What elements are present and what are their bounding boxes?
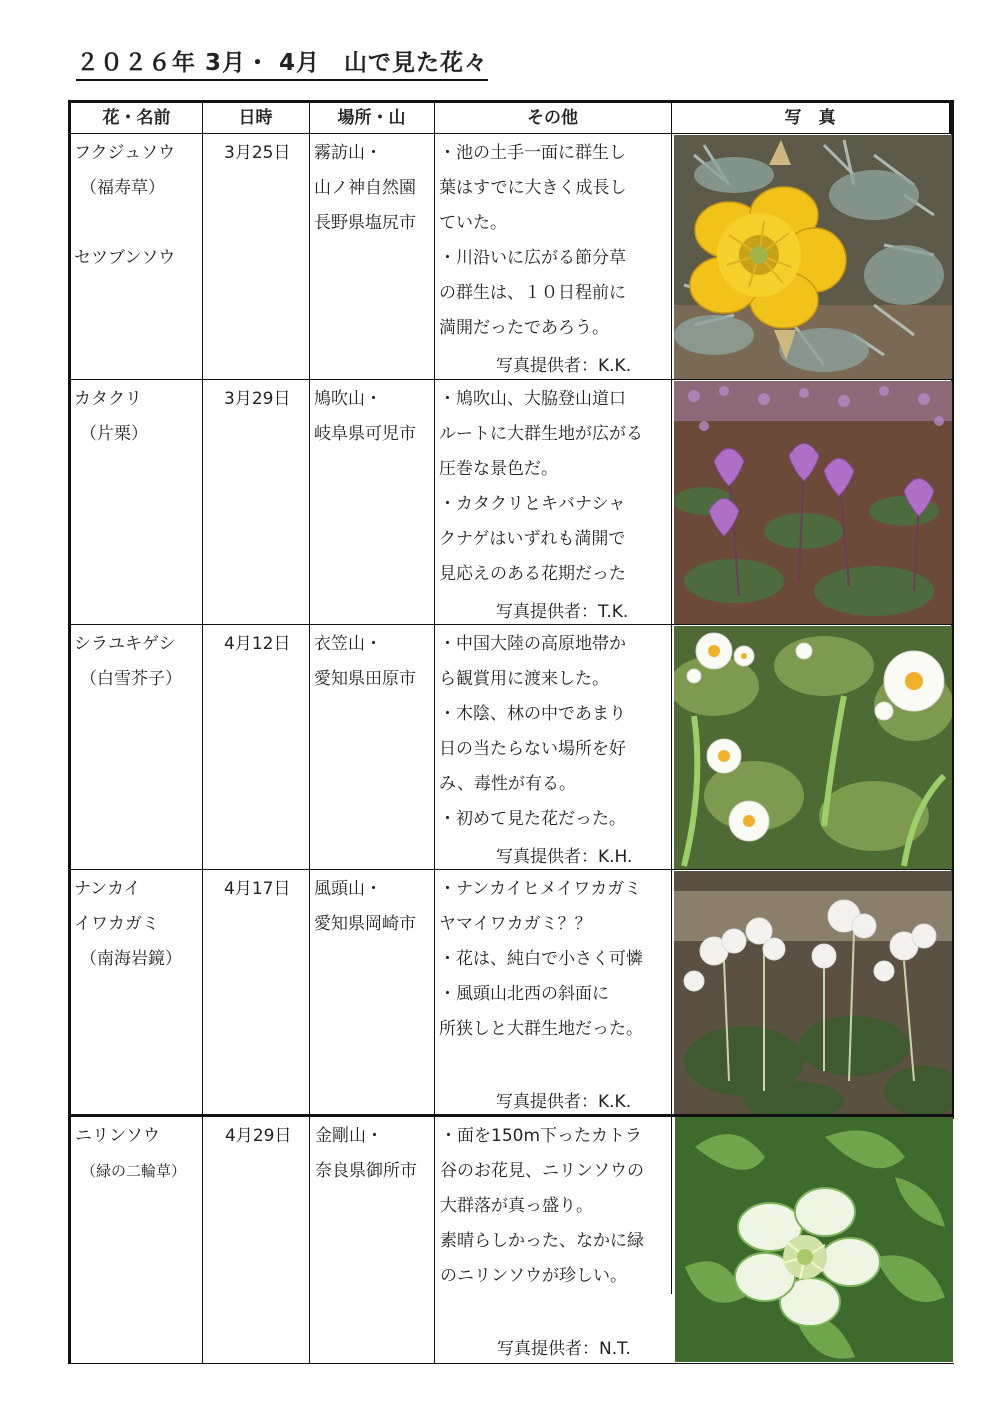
- notes-cell: ・中国大陸の高原地帯か ら観賞用に渡来した。 ・木陰、林の中であまり 日の当たらない場所を好 み、毒性が有る。 ・初めて見た花だった。: [439, 634, 626, 829]
- photo-credit: 写真提供者：T.K.: [496, 602, 629, 622]
- date-cell: 3月29日: [224, 389, 291, 409]
- flower-table: [68, 100, 954, 1364]
- notes-cell: ・池の土手一面に群生し 葉はすでに大きく成長し ていた。 ・川沿いに広がる節分草 の群生は、１０日程前に 満開だったであろう。: [439, 143, 627, 338]
- table-header: [68, 100, 952, 134]
- yellow-flower-photo: [674, 135, 952, 379]
- place-cell: 霧訪山・ 山ノ神自然園 長野県塩尻市: [314, 143, 416, 233]
- header-photo: 写 真: [784, 108, 836, 128]
- notes-cell: ・ナンカイヒメイワカガミ ヤマイワカガミ？？ ・花は、純白で小さく可憐 ・風頭山北西の斜面に 所狭しと大群生地だった。: [439, 879, 643, 1039]
- flower-name: シラユキゲシ （白雪芥子）: [74, 634, 182, 689]
- flower-name: ナンカイ イワカガミ （南海岩鏡）: [74, 879, 182, 969]
- header-date: 日時: [238, 108, 273, 128]
- table-row: [68, 870, 954, 1117]
- white-cluster-photo: [674, 871, 952, 1114]
- green-flower-photo: [675, 1117, 953, 1362]
- header-other: その他: [527, 108, 578, 128]
- table-row: [68, 134, 954, 380]
- date-cell: 4月12日: [224, 634, 291, 654]
- table-row: [68, 380, 954, 625]
- purple-flower-photo: [674, 381, 952, 624]
- date-cell: 3月25日: [224, 143, 291, 163]
- notes-cell: ・鳩吹山、大脇登山道口 ルートに大群生地が広がる 圧巻な景色だ。 ・カタクリとキバナシャ クナゲはいずれも満開で 見応えのある花期だった: [439, 389, 643, 584]
- header-place: 場所・山: [337, 108, 406, 128]
- white-flower-photo: [674, 626, 952, 869]
- place-cell: 鳩吹山・ 岐阜県可児市: [314, 389, 416, 444]
- photo-credit: 写真提供者：K.K.: [496, 1092, 632, 1112]
- photo-credit: 写真提供者：K.K.: [496, 356, 632, 376]
- table-row: [68, 625, 954, 870]
- place-cell: 金剛山・ 奈良県御所市: [315, 1126, 417, 1181]
- place-cell: 衣笠山・ 愛知県田原市: [314, 634, 416, 689]
- date-cell: 4月17日: [224, 879, 291, 899]
- photo-credit: 写真提供者：N.T.: [497, 1339, 631, 1359]
- header-name: 花・名前: [102, 108, 171, 128]
- flower-name: カタクリ （片栗）: [74, 389, 148, 444]
- date-cell: 4月29日: [225, 1126, 292, 1146]
- notes-cell: ・面を150m下ったカトラ 谷のお花見、ニリンソウの 大群落が真っ盛り。 素晴らしかった、なかに緑 のニリンソウが珍しい。: [440, 1126, 644, 1286]
- flower-name: ニリンソウ （緑の二輪草）: [75, 1126, 187, 1180]
- flower-name: フクジュソウ （福寿草） セツブンソウ: [74, 143, 176, 268]
- table-row: [68, 1117, 954, 1364]
- page-title: ２０２６年 3月・ 4月 山で見た花々: [76, 44, 488, 81]
- place-cell: 風頭山・ 愛知県岡崎市: [314, 879, 416, 934]
- photo-credit: 写真提供者：K.H.: [496, 847, 633, 867]
